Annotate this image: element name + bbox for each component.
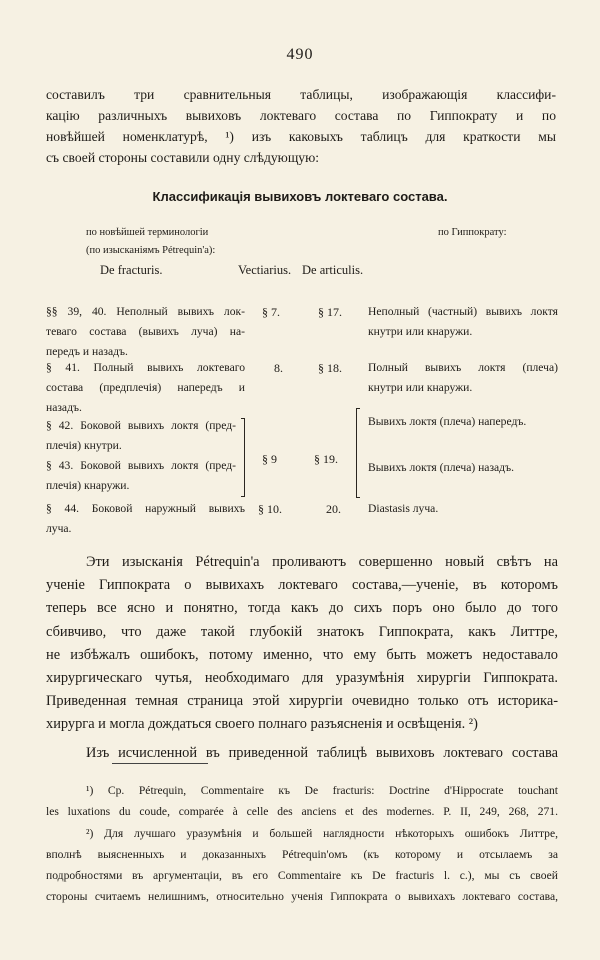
cell-line: § 44. Боковой наружный вывихъ xyxy=(46,502,245,515)
cell-line: луча. xyxy=(46,522,72,535)
cell-line: плечія) кнутри. xyxy=(46,439,122,452)
intro-line: кацію различныхъ вывиховъ локтеваго состава по Гиппократу и по xyxy=(46,108,556,123)
body-paragraph xyxy=(46,551,558,765)
cell-line: кнутри или кнаружи. xyxy=(368,381,473,394)
row-2-ref-a: 8. xyxy=(274,361,283,375)
row-5-ref-b: 20. xyxy=(326,502,341,516)
left-bracket xyxy=(241,418,245,497)
cell-line: § 43. Боковой вывихъ локтя (пред- xyxy=(46,459,236,472)
intro-line: новѣйшей номенклатурѣ, ¹) изъ каковыхъ таблицъ для краткости мы xyxy=(46,129,556,144)
merged-ref-a: § 9 xyxy=(262,452,277,466)
cell-line: плечія) кнаружи. xyxy=(46,479,130,492)
intro-line: съ своей стороны составили одну слѣдующую: xyxy=(46,150,320,165)
row-5-left xyxy=(46,499,245,539)
row-1-ref-a: § 7. xyxy=(262,305,280,319)
intro-line: составилъ три сравнительныя таблицы, изображающія классифи- xyxy=(46,87,556,102)
body-line: Приведенная темная страница этой хирургіи очевидно только отъ историка- xyxy=(46,693,558,710)
row-3-left xyxy=(46,416,236,456)
row-2-ref-b: § 18. xyxy=(318,361,342,375)
cell-line: назадъ. xyxy=(46,401,82,414)
body-line: сбивчиво, что даже такой глубокій знатокъ Гиппократа, какъ Литтре, xyxy=(46,623,558,640)
body-line: теперь все ясно и понятно, тогда какъ до сихъ поръ оно было до того xyxy=(46,600,558,617)
row-1-ref-b: § 17. xyxy=(318,305,342,319)
right-header: по Гиппократу: xyxy=(438,227,507,238)
footnote-line: подробностями въ аргументаціи, въ его Commentaire къ De fracturis l. c.), мы съ своей xyxy=(46,869,558,882)
subhead-de-fracturis: De fracturis. xyxy=(100,263,163,277)
left-header xyxy=(86,226,215,258)
footnote-line: стороны считаемъ нелишнимъ, относительно ученія Гиппократа о вывихахъ локтеваго состава, xyxy=(46,890,558,903)
body-line: хирургическаго чутья, необходимаго для уразумѣнія хирургіи Гиппократа. xyxy=(46,670,558,687)
footnote-2 xyxy=(46,823,558,907)
body-line: хирурга и могла дождаться своего полнаго разъясненія и освѣщенія. ²) xyxy=(46,716,478,733)
cell-line: Полный вывихъ локтя (плеча) xyxy=(368,361,558,374)
body-line: не избѣжалъ ошибокъ, потому именно, что ему быть можетъ недоставало xyxy=(46,646,558,663)
page-number: 490 xyxy=(286,46,314,63)
row-1-left xyxy=(46,302,245,362)
subhead-de-articulis: De articulis. xyxy=(302,263,364,277)
table-title: Классификація вывиховъ локтеваго состава. xyxy=(152,189,448,204)
right-bracket xyxy=(356,408,360,498)
cell-line: кнутри или кнаружи. xyxy=(368,325,473,338)
merged-ref-b: § 19. xyxy=(314,452,338,466)
cell-line: теваго состава (вывихъ луча) на- xyxy=(46,325,245,338)
cell-line: Вывихъ локтя (плеча) назадъ. xyxy=(368,461,514,474)
footnote-line: les luxations du coude, comparée à celle des anciens et des modernes. P. II, 249, 268, 271. xyxy=(46,805,558,818)
left-header-line: (по изысканіямъ Pétrequin'a): xyxy=(86,245,216,256)
left-header-line: по новѣйшей терминологіи xyxy=(86,227,209,238)
body-line: Эти изысканія Pétrequin'a проливаютъ совершенно новый свѣтъ на xyxy=(86,554,558,570)
cell-line: Вывихъ локтя (плеча) напередъ. xyxy=(368,415,527,428)
body-last-line: Изъ исчисленной въ приведенной таблицѣ вывиховъ локтеваго состава xyxy=(86,744,558,761)
footnote-divider xyxy=(112,763,208,764)
cell-line: §§ 39, 40. Неполный вывихъ лок- xyxy=(46,305,245,318)
row-4-left xyxy=(46,456,236,496)
footnote-line: ¹) Ср. Pétrequin, Commentaire къ De fracturis: Doctrine d'Hippocrate touchant xyxy=(86,784,558,797)
footnote-line: ²) Для лучшаго уразумѣнія и большей наглядности нѣкоторыхъ ошибокъ Литтре, xyxy=(86,827,558,840)
row-1-right xyxy=(368,302,558,342)
row-4-right xyxy=(368,458,558,478)
cell-line: Diastasis луча. xyxy=(368,502,439,515)
row-2-left xyxy=(46,358,245,418)
body-line: ученіе Гиппократа о вывихахъ локтеваго состава,—ученіе, въ которомъ xyxy=(46,577,558,594)
row-5-ref-a: § 10. xyxy=(258,502,282,516)
cell-line: Неполный (частный) вывихъ локтя xyxy=(368,305,558,318)
footnote-line: вполнѣ выясненныхъ и доказанныхъ Pétrequin'омъ (къ которому и отсылаемъ за xyxy=(46,848,558,861)
cell-line: передъ и назадъ. xyxy=(46,345,128,358)
intro-paragraph xyxy=(46,84,556,168)
subhead-vectiarius: Vectiarius. xyxy=(238,263,292,277)
cell-line: § 41. Полный вывихъ локтеваго xyxy=(46,361,245,374)
footnote-1 xyxy=(46,780,558,822)
row-5-right xyxy=(368,499,558,519)
row-2-right xyxy=(368,358,558,398)
cell-line: состава (предплечія) напередъ и xyxy=(46,381,245,394)
row-3-right xyxy=(368,412,558,432)
cell-line: § 42. Боковой вывихъ локтя (пред- xyxy=(46,419,236,432)
